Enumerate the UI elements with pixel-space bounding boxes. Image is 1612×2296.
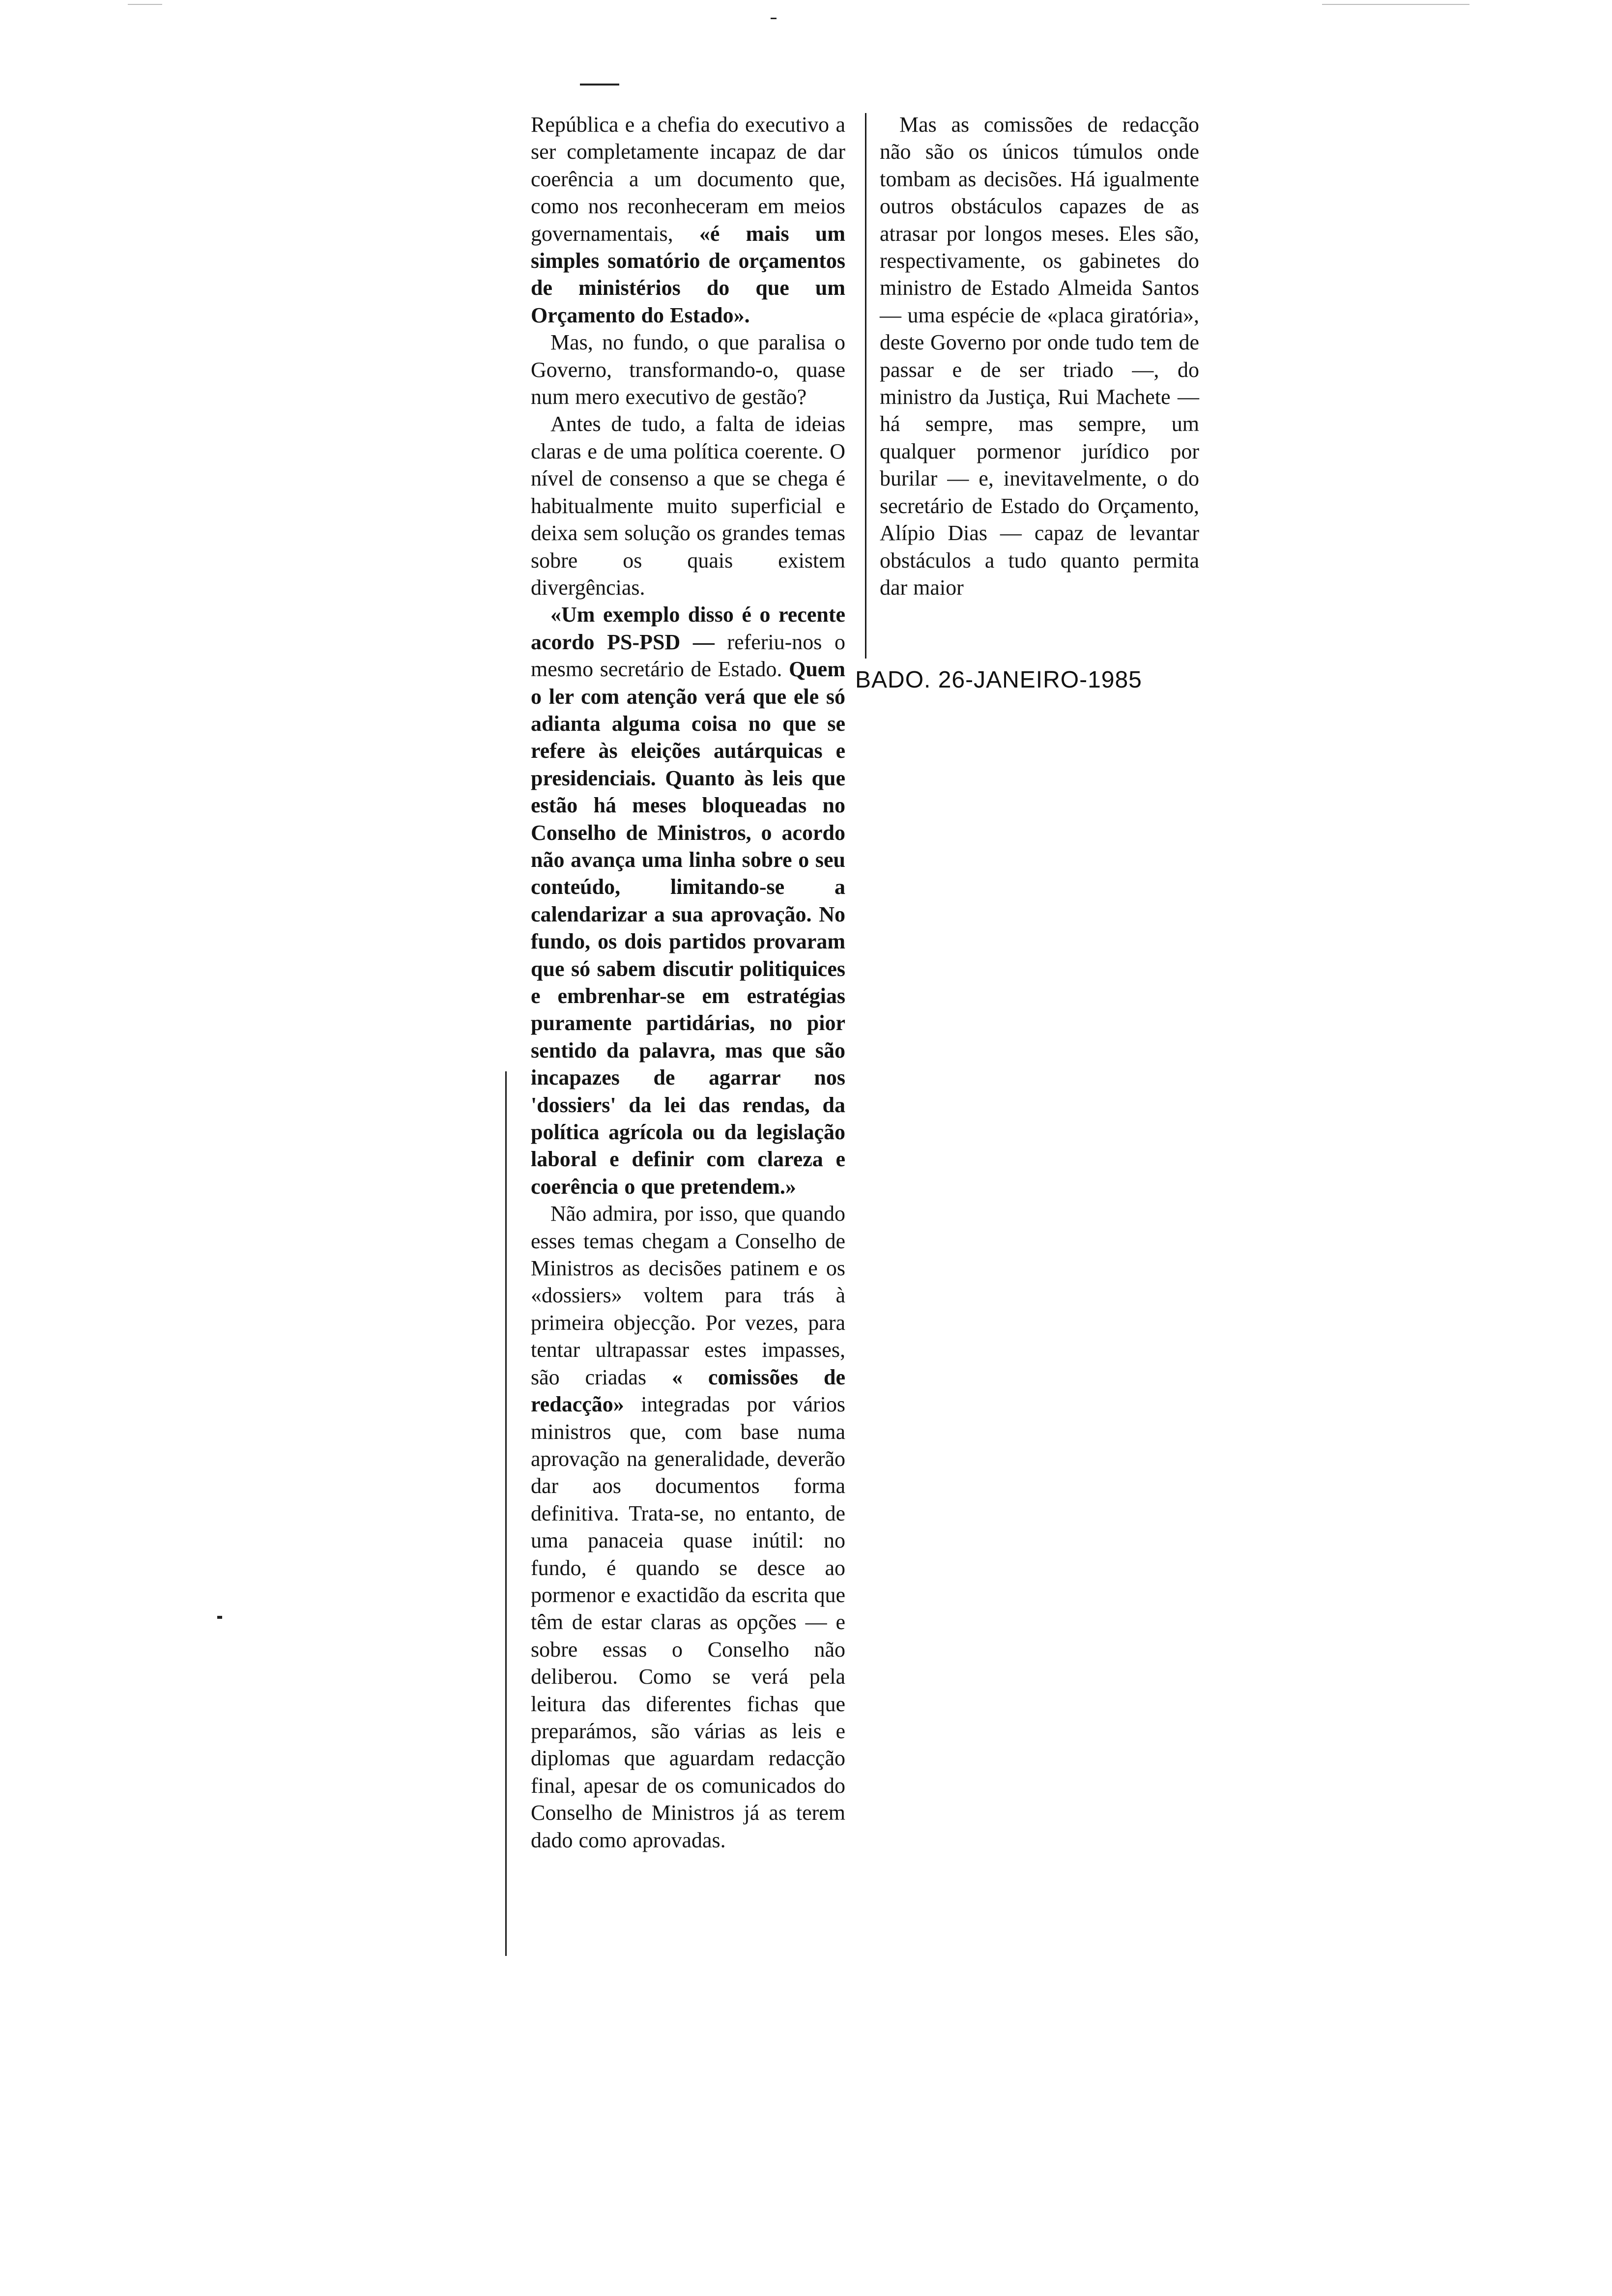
- column-divider-rule: [865, 113, 866, 659]
- left-text-1: República e a chefia do executivo a ser completamente incapaz de dar coerência a um documento que, como nos reconheceram em meios governamentais,: [531, 113, 845, 246]
- left-text-4: referiu-nos o mesmo secretário de Estado.: [531, 630, 846, 682]
- left-paragraph-3: [531, 410, 845, 601]
- left-quote-2b: Quem o ler com atenção verá que ele só adianta alguma coisa no que se refere às eleições autárquicas e presidenciais. Quanto às leis que estão há meses bloqueadas no Conselho de Ministros, o acordo não avança uma linha sobre o seu conteúdo, limitando-se a calendarizar a sua aprovação. No fundo, os dois partidos provaram que só sabem discutir politiquices e embrenhar-se em estratégias puramente partidárias, no pior sentido da palavra, mas que são incapazes de agarrar nos 'dossiers' da lei das rendas, da política agrícola ou da legislação laboral e definir com clareza e coerência o que pretendem.»: [531, 657, 845, 1199]
- top-right-scan-line: [1322, 4, 1469, 5]
- top-scan-mark: [771, 18, 777, 19]
- left-bold-term: « comissões de redacção»: [531, 1365, 845, 1417]
- article-right-column: [880, 111, 1199, 601]
- left-text-3: Antes de tudo, a falta de ideias claras e de uma política coerente. O nível de consenso a que se chega é habitualmente muito superficial e deixa sem solução os grandes temas sobre os quais existem divergências.: [531, 412, 845, 600]
- left-column-rule: [505, 1071, 507, 1956]
- stray-dot: [217, 1616, 222, 1619]
- top-left-scan-line: [128, 4, 162, 5]
- left-paragraph-5: [531, 1200, 845, 1854]
- left-text-5: Não admira, por isso, que quando esses temas chegam a Conselho de Ministros as decisões patinem e os «dossiers» voltem para trás à primeira objecção. Por vezes, para tentar ultrapassar estes impasses, são criadas: [531, 1202, 845, 1389]
- newspaper-date-line: BADO. 26-JANEIRO-1985: [855, 667, 1142, 693]
- right-paragraph-1: [880, 111, 1199, 601]
- left-quote-2a: «Um exemplo disso é o recente acordo PS-PSD —: [531, 603, 845, 654]
- left-text-6: integradas por vários ministros que, com base numa aprovação na generalidade, deverão dar aos documentos forma definitiva. Trata-se, no entanto, de uma panaceia quase inútil: no fundo, é quando se desce ao pormenor e exactidão da escrita que têm de estar claras as opções — e sobre essas o Conselho não deliberou. Como se verá pela leitura das diferentes fichas que preparámos, são várias as leis e diplomas que aguardam redacção final, apesar de os comunicados do Conselho de Ministros já as terem dado como aprovadas.: [531, 1392, 845, 1852]
- left-paragraph-1: [531, 111, 845, 329]
- left-quote-1: «é mais um simples somatório de orçamentos de ministérios do que um Orçamento do Estado».: [531, 221, 845, 327]
- left-text-2: Mas, no fundo, o que paralisa o Governo, transformando-o, quase num mero executivo de gestão?: [531, 330, 845, 409]
- left-paragraph-2: [531, 329, 845, 410]
- left-paragraph-4: [531, 601, 845, 1200]
- right-text-1: Mas as comissões de redacção não são os únicos túmulos onde tombam as decisões. Há igualmente outros obstáculos capazes de as atrasar por longos meses. Eles são, respectivamente, os gabinetes do ministro de Estado Almeida Santos — uma espécie de «placa giratória», deste Governo por onde tudo tem de passar e de ser triado —, do ministro da Justiça, Rui Machete — há sempre, mas sempre, um qualquer pormenor jurídico por burilar — e, inevitavelmente, o do secretário de Estado do Orçamento, Alípio Dias — capaz de levantar obstáculos a tudo quanto permita dar maior: [880, 113, 1199, 600]
- article-left-column: [531, 111, 845, 1854]
- header-smudge: [580, 84, 619, 86]
